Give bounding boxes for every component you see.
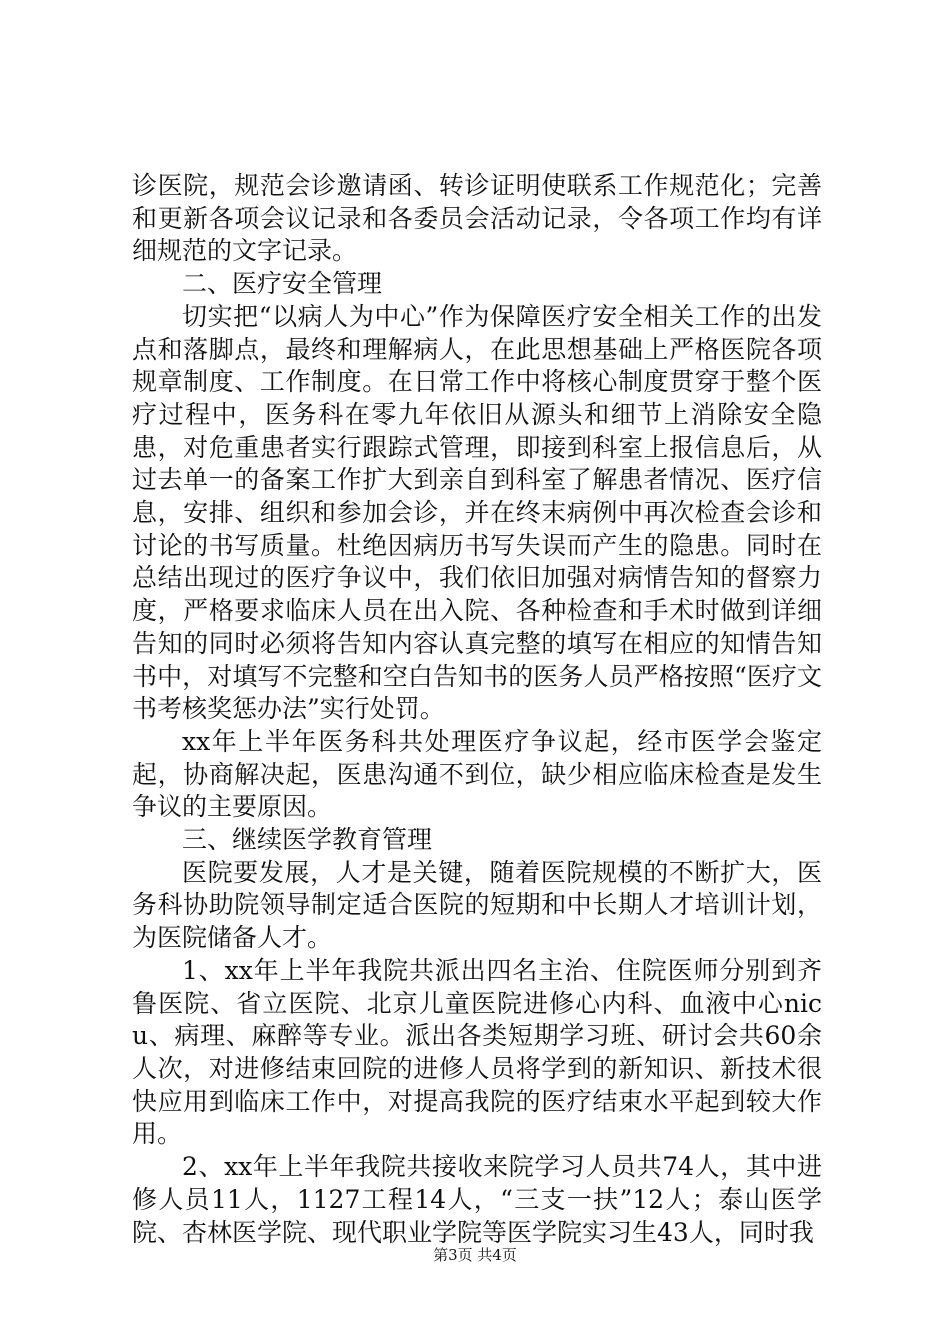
paragraph-continued: 诊医院，规范会诊邀请函、转诊证明使联系工作规范化；完善和更新各项会议记录和各委员会活动记录，令各项工作均有详细规范的文字记录。 [132,171,822,266]
section-heading-medical-safety: 二、医疗安全管理 [182,269,383,299]
paragraph-item-2: 2、xx年上半年我院共接收来院学习人员共74人，其中进修人员11人，1127工程14人，“三支一扶”12人；泰山医学院、杏林医学院、现代职业学院等医学院实习生43人，同时我 [132,1152,822,1247]
section-heading-continuing-education: 三、继续医学教育管理 [182,825,433,855]
paragraph-talent-plan: 医院要发展，人才是关键，随着医院规模的不断扩大，医务科协助院领导制定适合医院的短期和中长期人才培训计划，为医院储备人才。 [132,857,822,953]
document-body [132,170,822,1249]
paragraph-dispute-summary: xx年上半年医务科共处理医疗争议起，经市医学会鉴定起，协商解决起，医患沟通不到位，缺少相应临床检查是发生争议的主要原因。 [132,726,822,822]
paragraph-item-1: 1、xx年上半年我院共派出四名主治、住院医师分别到齐鲁医院、省立医院、北京儿童医院进修心内科、血液中心nicu、病理、麻醉等专业。派出各类短期学习班、研讨会共60余人次，对进修结束回院的进修人员将学到的新知识、新技术很快应用到临床工作中，对提高我院的医疗结束水平起到较大作用。 [132,955,822,1149]
page-number-footer: 第3页 共4页 [433,1246,517,1264]
paragraph-medical-safety: 切实把“以病人为中心”作为保障医疗安全相关工作的出发点和落脚点，最终和理解病人，在此思想基础上严格医院各项规章制度、工作制度。在日常工作中将核心制度贯穿于整个医疗过程中，医务科在零九年依旧从源头和细节上消除安全隐患，对危重患者实行跟踪式管理，即接到科室上报信息后，从过去单一的备案工作扩大到亲自到科室了解患者情况、医疗信息，安排、组织和参加会诊，并在终末病例中再次检查会诊和讨论的书写质量。杜绝因病历书写失误而产生的隐患。同时在总结出现过的医疗争议中，我们依旧加强对病情告知的督察力度，严格要求临床人员在出入院、各种检查和手术时做到详细告知的同时必须将告知内容认真完整的填写在相应的知情告知书中，对填写不完整和空白告知书的医务人员严格按照“医疗文书考核奖惩办法”实行处罚。 [132,301,822,724]
